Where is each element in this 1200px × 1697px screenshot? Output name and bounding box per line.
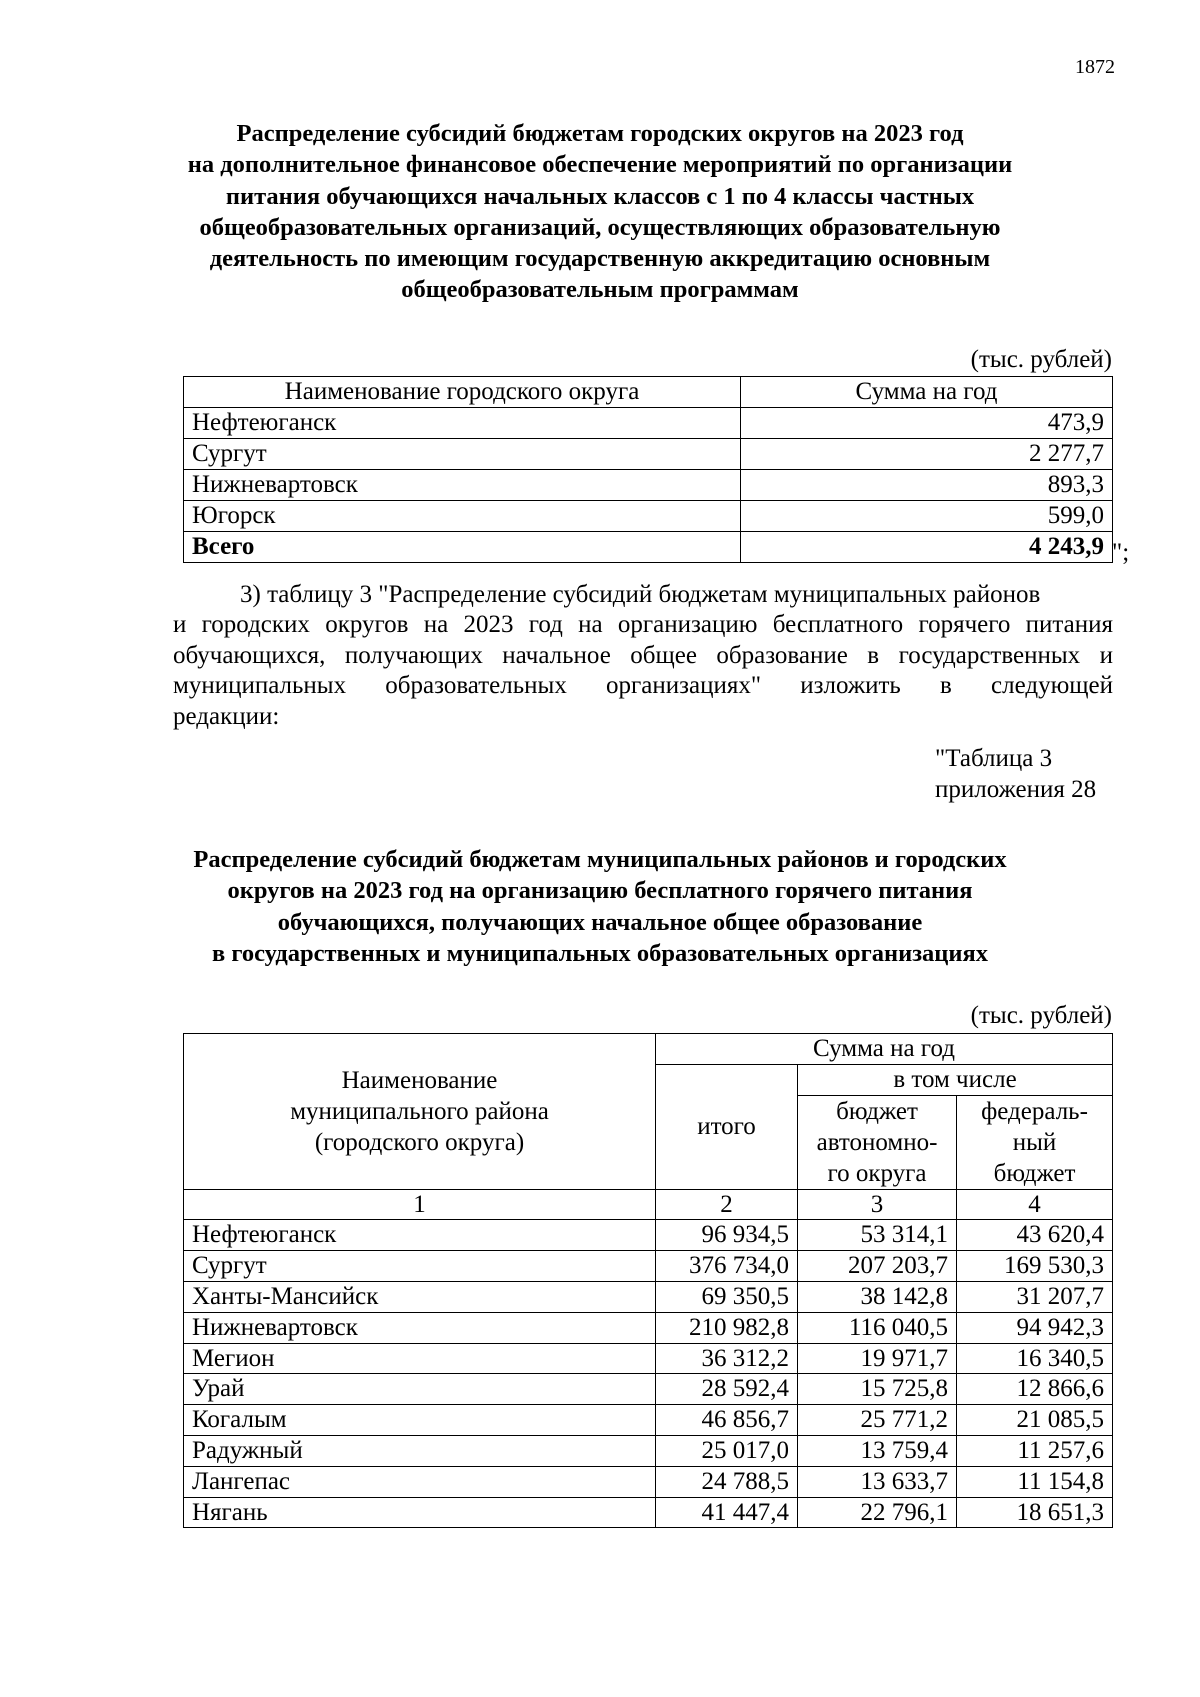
cell-federal: 31 207,7 [957, 1281, 1113, 1312]
cell-name: Когалым [184, 1405, 656, 1436]
table-row [184, 1251, 1113, 1282]
cell-total: 41 447,4 [656, 1497, 798, 1528]
cell-total: 96 934,5 [656, 1220, 798, 1251]
title-line: Распределение субсидий бюджетам муниципальных районов и городских [193, 846, 1007, 873]
cell-name: Югорск [184, 501, 741, 532]
cell-regional: 25 771,2 [798, 1405, 957, 1436]
table-row [184, 1312, 1113, 1343]
title-line: общеобразовательных организаций, осуществляющих образовательную [199, 213, 1001, 241]
cell-total: 46 856,7 [656, 1405, 798, 1436]
header-cell-including: в том числе [798, 1064, 1113, 1095]
title-line: обучающихся, получающих начальное общее образование [277, 908, 923, 936]
cell-name: Сургут [184, 1251, 656, 1282]
table-row [184, 1343, 1113, 1374]
col-number: 3 [798, 1189, 957, 1220]
table1-units: (тыс. рублей) [970, 346, 1112, 373]
title-line: в государственных и муниципальных образовательных организациях [211, 939, 989, 967]
cell-name: Нягань [184, 1497, 656, 1528]
table-row [184, 1497, 1113, 1528]
reference-line: приложения 28 [935, 776, 1097, 803]
table-total-row [184, 532, 1113, 563]
title-line: деятельность по имеющим государственную аккредитацию основным [209, 245, 991, 273]
table-reference [935, 743, 1096, 805]
table2-title [180, 844, 1020, 969]
header-cell-total: итого [656, 1064, 798, 1189]
cell-name: Нефтеюганск [184, 408, 741, 439]
col-number: 1 [184, 1189, 656, 1220]
cell-regional: 22 796,1 [798, 1497, 957, 1528]
table1-title [180, 118, 1020, 306]
table-row [184, 1374, 1113, 1405]
table-row [184, 470, 1113, 501]
page-number: 1872 [1075, 56, 1115, 78]
table-row [184, 1281, 1113, 1312]
table-row [184, 1220, 1113, 1251]
col-number: 2 [656, 1189, 798, 1220]
cell-name: Нижневартовск [184, 1312, 656, 1343]
cell-total: 376 734,0 [656, 1251, 798, 1282]
table-row [184, 1466, 1113, 1497]
cell-federal: 18 651,3 [957, 1497, 1113, 1528]
cell-name: Радужный [184, 1435, 656, 1466]
table2-units: (тыс. рублей) [970, 1002, 1112, 1029]
para-line: 3) таблицу 3 "Распределение субсидий бюджетам муниципальных районов [240, 581, 1041, 608]
table-row [184, 408, 1113, 439]
title-line: Распределение субсидий бюджетам городских округов на 2023 год [236, 120, 964, 147]
cell-federal: 43 620,4 [957, 1220, 1113, 1251]
cell-name: Сургут [184, 439, 741, 470]
para-line: обучающихся, получающих начальное общее образование в государственных и [173, 641, 1113, 669]
cell-name: Мегион [184, 1343, 656, 1374]
cell-regional: 19 971,7 [798, 1343, 957, 1374]
para-line: редакции: [173, 702, 280, 730]
table-row [184, 1435, 1113, 1466]
col-number: 4 [957, 1189, 1113, 1220]
cell-sum: 599,0 [741, 501, 1113, 532]
cell-federal: 16 340,5 [957, 1343, 1113, 1374]
cell-federal: 21 085,5 [957, 1405, 1113, 1436]
cell-federal: 94 942,3 [957, 1312, 1113, 1343]
cell-total-name: Всего [184, 532, 741, 563]
table-row [184, 439, 1113, 470]
cell-name: Нижневартовск [184, 470, 741, 501]
cell-regional: 13 633,7 [798, 1466, 957, 1497]
cell-total: 210 982,8 [656, 1312, 798, 1343]
header-cell-name: Наименование городского округа [184, 377, 741, 408]
table-row [184, 1405, 1113, 1436]
closing-quote: "; [1112, 539, 1130, 566]
amendment-paragraph [173, 580, 1113, 732]
column-numbers-row [184, 1189, 1113, 1220]
cell-regional: 38 142,8 [798, 1281, 957, 1312]
title-line: на дополнительное финансовое обеспечение мероприятий по организации [187, 151, 1013, 179]
table2 [183, 1033, 1113, 1528]
title-line: питания обучающихся начальных классов с 1 по 4 классы частных [225, 182, 975, 210]
cell-federal: 11 154,8 [957, 1466, 1113, 1497]
header-cell-sum: Сумма на год [656, 1034, 1113, 1065]
cell-total: 36 312,2 [656, 1343, 798, 1374]
para-line: и городских округов на 2023 год на организацию бесплатного горячего питания [173, 611, 1113, 639]
cell-federal: 11 257,6 [957, 1435, 1113, 1466]
cell-total: 25 017,0 [656, 1435, 798, 1466]
cell-regional: 53 314,1 [798, 1220, 957, 1251]
cell-sum: 2 277,7 [741, 439, 1113, 470]
table1 [183, 376, 1113, 563]
cell-name: Нефтеюганск [184, 1220, 656, 1251]
header-cell-name: Наименование муниципального района (городского округа) [184, 1034, 656, 1190]
cell-total: 69 350,5 [656, 1281, 798, 1312]
cell-name: Урай [184, 1374, 656, 1405]
cell-regional: 207 203,7 [798, 1251, 957, 1282]
cell-name: Ханты-Мансийск [184, 1281, 656, 1312]
cell-federal: 169 530,3 [957, 1251, 1113, 1282]
table-header-row [184, 377, 1113, 408]
reference-line: "Таблица 3 [935, 745, 1053, 772]
cell-name: Лангепас [184, 1466, 656, 1497]
title-line: округов на 2023 год на организацию бесплатного горячего питания [227, 877, 973, 905]
cell-regional: 116 040,5 [798, 1312, 957, 1343]
cell-regional: 13 759,4 [798, 1435, 957, 1466]
header-cell-federal: федераль- ный бюджет [957, 1095, 1113, 1189]
cell-sum: 893,3 [741, 470, 1113, 501]
cell-total-sum: 4 243,9 [741, 532, 1113, 563]
title-line: общеобразовательным программам [401, 276, 799, 304]
cell-sum: 473,9 [741, 408, 1113, 439]
header-cell-regional: бюджет автономно- го округа [798, 1095, 957, 1189]
header-cell-sum: Сумма на год [741, 377, 1113, 408]
cell-federal: 12 866,6 [957, 1374, 1113, 1405]
cell-total: 24 788,5 [656, 1466, 798, 1497]
table-row [184, 501, 1113, 532]
para-line: муниципальных образовательных организациях" изложить в следующей [173, 672, 1113, 700]
cell-regional: 15 725,8 [798, 1374, 957, 1405]
cell-total: 28 592,4 [656, 1374, 798, 1405]
